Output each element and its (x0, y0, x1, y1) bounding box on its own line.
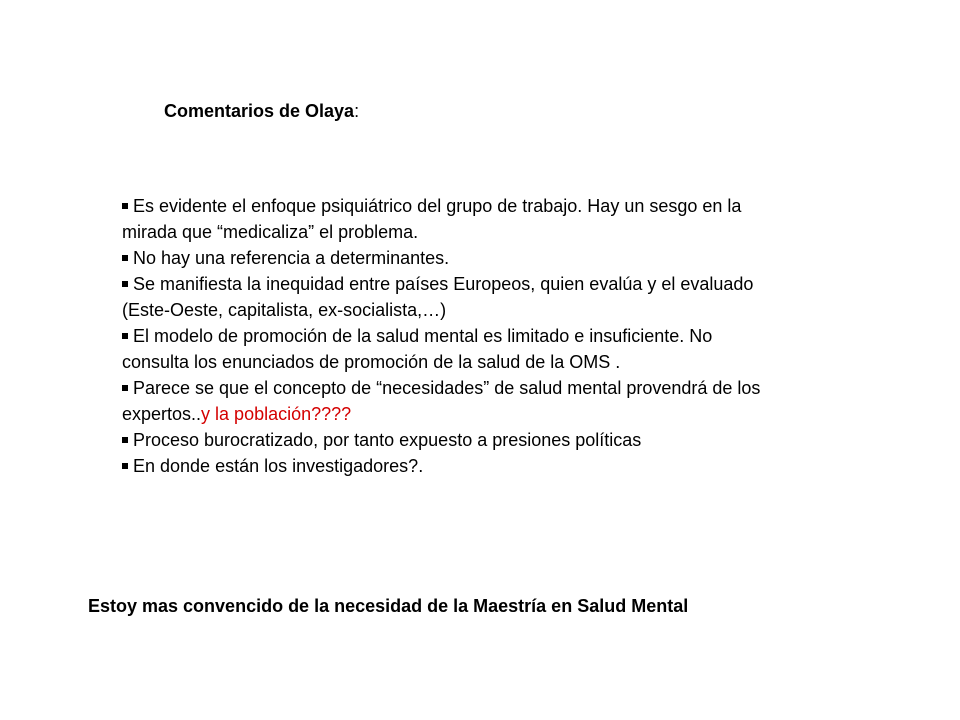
square-bullet-icon (122, 463, 128, 469)
list-item-text: Proceso burocratizado, por tanto expuesto a presiones políticas (133, 430, 642, 450)
highlighted-question: y la población???? (201, 404, 352, 424)
list-item (122, 193, 772, 245)
list-item (122, 453, 772, 479)
list-item (122, 245, 772, 271)
list-item-text: Es evidente el enfoque psiquiátrico del grupo de trabajo. Hay un sesgo en la mirada que “medicaliza” el problema. (122, 196, 742, 242)
title-colon: : (354, 101, 360, 121)
square-bullet-icon (122, 385, 128, 391)
list-item-text: Se manifiesta la inequidad entre países Europeos, quien evalúa y el evaluado (Este-Oeste, capitalista, ex-socialista,…) (122, 274, 754, 320)
list-item-text: En donde están los investigadores?. (133, 456, 424, 476)
comment-list (122, 193, 772, 479)
list-item-text: El modelo de promoción de la salud mental es limitado e insuficiente. No consulta los enunciados de promoción de la salud de la OMS . (122, 326, 713, 372)
list-item (122, 427, 772, 453)
list-item (122, 375, 772, 427)
list-item (122, 271, 772, 323)
list-item-text: Parece se que el concepto de “necesidades” de salud mental provendrá de los expertos.. (122, 378, 761, 424)
title-text: Comentarios de Olaya (164, 101, 355, 121)
conclusion-statement: Estoy mas convencido de la necesidad de la Maestría en Salud Mental (88, 596, 689, 616)
square-bullet-icon (122, 281, 128, 287)
square-bullet-icon (122, 203, 128, 209)
square-bullet-icon (122, 255, 128, 261)
list-item (122, 323, 772, 375)
square-bullet-icon (122, 333, 128, 339)
page-title (164, 99, 359, 123)
square-bullet-icon (122, 437, 128, 443)
list-item-text: No hay una referencia a determinantes. (133, 248, 450, 268)
